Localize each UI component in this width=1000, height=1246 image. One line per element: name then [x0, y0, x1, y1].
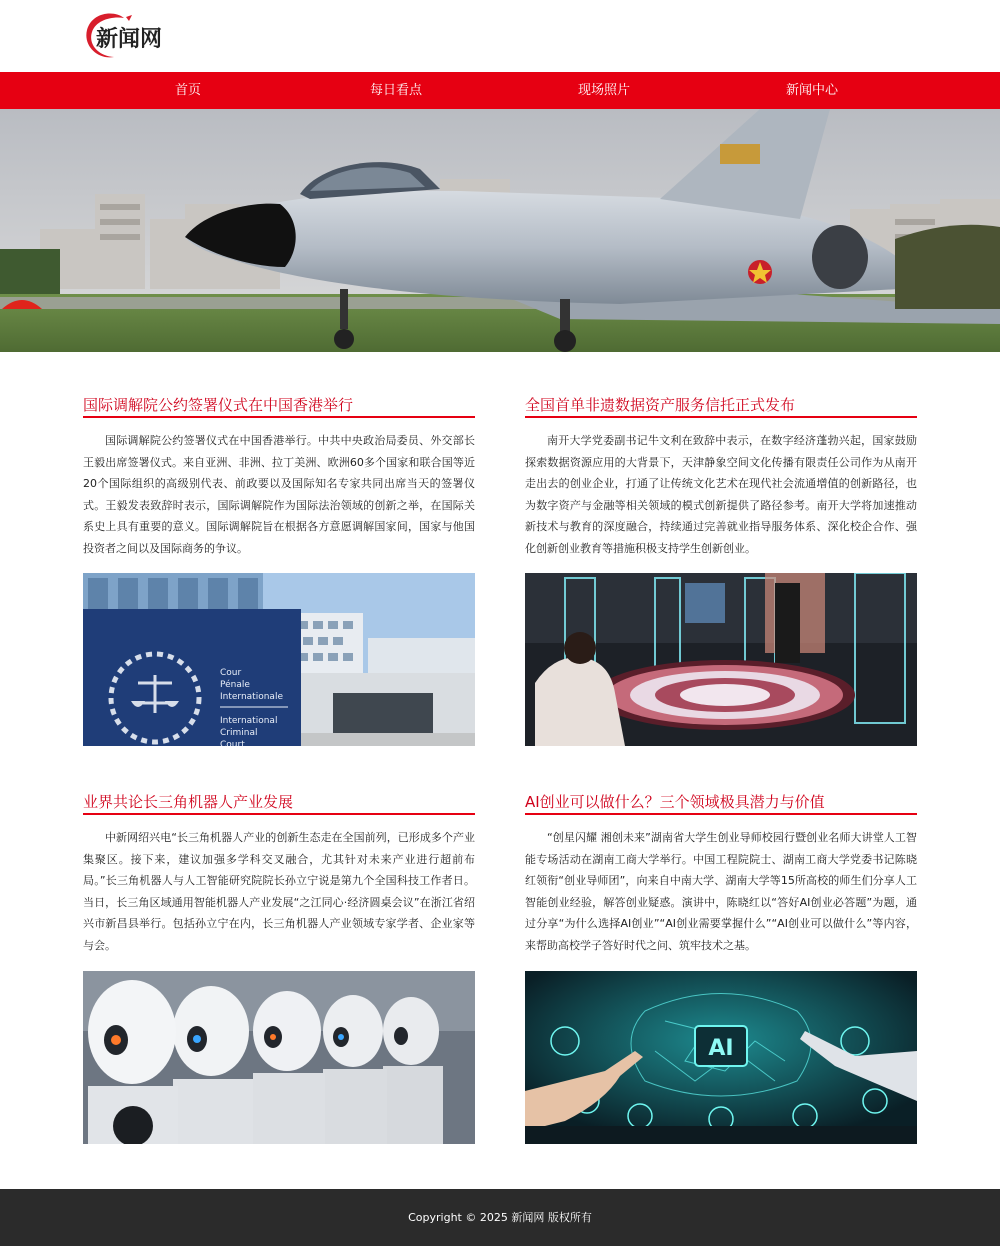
article-summary: 南开大学党委副书记牛文利在致辞中表示，在数字经济蓬勃兴起，国家鼓励探索数据资源应用的大背景下，天津静象空间文化传播有限责任公司作为从南开走出去的创业企业，打通了让传统文化艺术在现代社会流通增值的创新路径，也为数字资产与金融等相关领域的模式创新提供了路径参考。南开大学将加速推动新技术与教育的深度融合，持续通过完善就业指导服务体系、深化校企合作、强化创新创业教育等措施积极支持学生创新创业。 — [525, 434, 917, 555]
article-summary: 中新网绍兴电“长三角机器人产业的创新生态走在全国前列，已形成多个产业集聚区。接下来，建议加强多学科交叉融合，尤其针对未来产业进行超前布局。”长三角机器人与人工智能研究院院长孙立宁说是第九个全国科技工作者日。当日，长三角区域通用智能机器人产业发展“之江同心·经济圆桌会议”在浙江省绍兴市新昌县举行。包括孙立宁在内，长三角机器人产业领域专家学者、企业家等与会。 — [83, 831, 475, 952]
humanoid-robots-image — [83, 971, 475, 1144]
court-sign-text-4: International — [220, 716, 278, 726]
article-image-exhibition[interactable] — [525, 573, 917, 746]
article-card — [525, 789, 917, 957]
nav-item-daily-highlights[interactable]: 每日看点 — [369, 83, 422, 98]
article-summary: 国际调解院公约签署仪式在中国香港举行。中共中央政治局委员、外交部长王毅出席签署仪式。来自亚洲、非洲、拉丁美洲、欧洲60多个国家和联合国等近20个国际组织的高级别代表、前政要以及国际知名专家共同出席当天的签署仪式。王毅发表致辞时表示，国际调解院作为国际法治领域的创新之举，在国际关系史上具有重要的意义。国际调解院旨在根据各方意愿调解国家间，国家与他国投资者之间以及国际商务的争议。 — [83, 434, 475, 555]
article-image-court[interactable] — [83, 573, 475, 746]
copyright-text: Copyright © 2025 新闻网 版权所有 — [408, 1211, 592, 1224]
article-card — [83, 392, 475, 560]
site-header — [0, 0, 1000, 72]
fighter-jet-illustration — [0, 109, 1000, 352]
site-logo[interactable] — [84, 10, 204, 60]
nav-item-home[interactable]: 首页 — [174, 83, 201, 98]
article-card — [83, 789, 475, 957]
nav-item-live-photos[interactable]: 现场照片 — [577, 83, 630, 98]
ai-chip-label: AI — [708, 1036, 734, 1061]
article-title[interactable]: 业界共论长三角机器人产业发展 — [83, 789, 475, 815]
article-summary: “创星闪耀 湘创未来”湖南省大学生创业导师校园行暨创业名师大讲堂人工智能专场活动在湖南工商大学举行。中国工程院院士、湖南工商大学党委书记陈晓红领衔“创业导师团”，向来自中南大学、湖南大学等15所高校的师生们分享人工智能创业经验，解答创业疑惑。演讲中，陈晓红以“答好AI创业必答题”为题，通过分享“为什么选择AI创业”“AI创业需要掌握什么”“AI创业可以做什么”等内容，来帮助高校学子答好时代之问、筑牢技术之基。 — [525, 831, 917, 952]
article-title[interactable]: 国际调解院公约签署仪式在中国香港举行 — [83, 392, 475, 418]
court-sign-text-6: Court — [220, 740, 245, 746]
article-card — [525, 392, 917, 560]
court-sign-text-2: Pénale — [220, 680, 250, 690]
court-sign-text-5: Criminal — [220, 728, 258, 738]
article-title[interactable]: 全国首单非遗数据资产服务信托正式发布 — [525, 392, 917, 418]
ai-concept-image — [525, 971, 917, 1144]
nav-item-news-center[interactable]: 新闻中心 — [785, 83, 838, 98]
hero-banner-image — [0, 109, 1000, 352]
court-building-image — [83, 573, 475, 746]
article-title[interactable]: AI创业可以做什么？三个领域极具潜力与价值 — [525, 789, 917, 815]
court-sign-text-1: Cour — [220, 668, 242, 678]
exhibition-hall-image — [525, 573, 917, 746]
site-footer — [0, 1189, 1000, 1246]
article-image-robots[interactable] — [83, 971, 475, 1144]
logo-text: 新闻网 — [96, 27, 163, 52]
main-nav — [0, 72, 1000, 109]
court-sign-text-3: Internationale — [220, 692, 283, 702]
article-image-ai[interactable] — [525, 971, 917, 1144]
